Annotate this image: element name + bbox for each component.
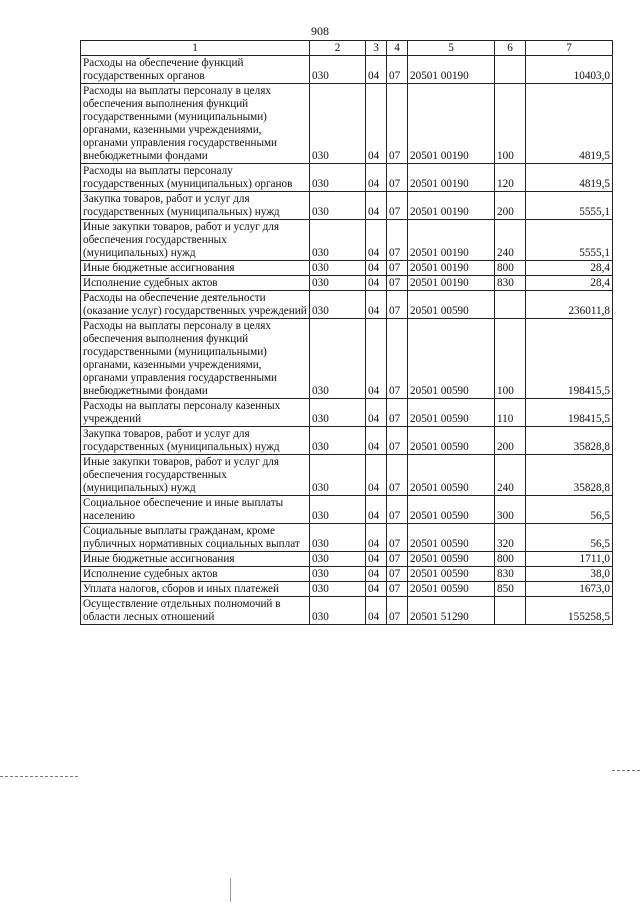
row-gr-cell: 030 (310, 164, 366, 192)
row-gr-cell: 030 (310, 276, 366, 291)
row-target-article-cell: 20501 00590 (408, 496, 495, 524)
row-subsection-cell: 07 (387, 567, 408, 582)
table-row (81, 567, 613, 582)
row-section-cell: 04 (366, 582, 387, 597)
header-cell: 7 (526, 41, 613, 56)
row-target-article-cell: 20501 00190 (408, 276, 495, 291)
row-target-article-cell: 20501 00590 (408, 319, 495, 399)
row-section-cell: 04 (366, 220, 387, 261)
row-section-cell: 04 (366, 427, 387, 455)
row-subsection-cell: 07 (387, 56, 408, 84)
table-row (81, 399, 613, 427)
budget-table (80, 40, 613, 625)
row-section-cell: 04 (366, 261, 387, 276)
row-name-cell: Социальное обеспечение и иные выплаты населению (81, 496, 310, 524)
row-target-article-cell: 20501 00590 (408, 291, 495, 319)
header-cell: 5 (408, 41, 495, 56)
row-subsection-cell: 07 (387, 276, 408, 291)
header-cell: 1 (81, 41, 310, 56)
row-name-cell: Закупка товаров, работ и услуг для государственных (муниципальных) нужд (81, 192, 310, 220)
row-gr-cell: 030 (310, 567, 366, 582)
row-gr-cell: 030 (310, 261, 366, 276)
row-gr-cell: 030 (310, 496, 366, 524)
row-expense-type-cell: 850 (495, 582, 526, 597)
row-target-article-cell: 20501 00590 (408, 552, 495, 567)
row-target-article-cell: 20501 00190 (408, 164, 495, 192)
row-amount-cell: 4819,5 (526, 84, 613, 164)
row-amount-cell: 198415,5 (526, 399, 613, 427)
header-cell: 3 (366, 41, 387, 56)
row-section-cell: 04 (366, 276, 387, 291)
row-expense-type-cell: 100 (495, 319, 526, 399)
row-target-article-cell: 20501 00590 (408, 455, 495, 496)
row-subsection-cell: 07 (387, 399, 408, 427)
row-subsection-cell: 07 (387, 84, 408, 164)
row-name-cell: Расходы на выплаты персоналу казенных учреждений (81, 399, 310, 427)
row-section-cell: 04 (366, 164, 387, 192)
row-gr-cell: 030 (310, 455, 366, 496)
table-row (81, 427, 613, 455)
row-section-cell: 04 (366, 496, 387, 524)
row-subsection-cell: 07 (387, 455, 408, 496)
row-section-cell: 04 (366, 319, 387, 399)
row-expense-type-cell: 120 (495, 164, 526, 192)
table-row (81, 524, 613, 552)
table-row (81, 319, 613, 399)
row-expense-type-cell: 110 (495, 399, 526, 427)
table-row (81, 455, 613, 496)
row-name-cell: Осуществление отдельных полномочий в области лесных отношений (81, 597, 310, 625)
scan-artifact-line (612, 770, 640, 772)
row-subsection-cell: 07 (387, 164, 408, 192)
table-row (81, 84, 613, 164)
row-gr-cell: 030 (310, 552, 366, 567)
row-expense-type-cell: 240 (495, 220, 526, 261)
row-name-cell: Иные закупки товаров, работ и услуг для обеспечения государственных (муниципальных) нужд (81, 455, 310, 496)
row-expense-type-cell: 100 (495, 84, 526, 164)
row-expense-type-cell: 240 (495, 455, 526, 496)
header-cell: 2 (310, 41, 366, 56)
row-amount-cell: 198415,5 (526, 319, 613, 399)
table-row (81, 552, 613, 567)
row-gr-cell: 030 (310, 56, 366, 84)
table-row (81, 597, 613, 625)
row-gr-cell: 030 (310, 427, 366, 455)
table-row (81, 582, 613, 597)
header-row (81, 41, 613, 56)
row-subsection-cell: 07 (387, 192, 408, 220)
row-expense-type-cell: 300 (495, 496, 526, 524)
row-subsection-cell: 07 (387, 319, 408, 399)
row-target-article-cell: 20501 00190 (408, 192, 495, 220)
table-row (81, 261, 613, 276)
row-gr-cell: 030 (310, 319, 366, 399)
row-amount-cell: 1711,0 (526, 552, 613, 567)
row-name-cell: Уплата налогов, сборов и иных платежей (81, 582, 310, 597)
row-section-cell: 04 (366, 455, 387, 496)
row-name-cell: Закупка товаров, работ и услуг для государственных (муниципальных) нужд (81, 427, 310, 455)
row-amount-cell: 10403,0 (526, 56, 613, 84)
row-subsection-cell: 07 (387, 261, 408, 276)
row-amount-cell: 56,5 (526, 524, 613, 552)
row-section-cell: 04 (366, 84, 387, 164)
row-subsection-cell: 07 (387, 496, 408, 524)
row-gr-cell: 030 (310, 399, 366, 427)
row-expense-type-cell: 800 (495, 261, 526, 276)
row-section-cell: 04 (366, 597, 387, 625)
table-row (81, 276, 613, 291)
row-section-cell: 04 (366, 56, 387, 84)
row-amount-cell: 38,0 (526, 567, 613, 582)
row-section-cell: 04 (366, 192, 387, 220)
row-amount-cell: 1673,0 (526, 582, 613, 597)
row-amount-cell: 35828,8 (526, 455, 613, 496)
row-amount-cell: 28,4 (526, 276, 613, 291)
header-cell: 6 (495, 41, 526, 56)
row-amount-cell: 5555,1 (526, 192, 613, 220)
row-amount-cell: 5555,1 (526, 220, 613, 261)
row-gr-cell: 030 (310, 524, 366, 552)
table-row (81, 496, 613, 524)
table-row (81, 220, 613, 261)
row-gr-cell: 030 (310, 192, 366, 220)
row-section-cell: 04 (366, 399, 387, 427)
row-subsection-cell: 07 (387, 291, 408, 319)
row-amount-cell: 4819,5 (526, 164, 613, 192)
row-gr-cell: 030 (310, 291, 366, 319)
row-name-cell: Иные бюджетные ассигнования (81, 261, 310, 276)
row-amount-cell: 56,5 (526, 496, 613, 524)
table-row (81, 192, 613, 220)
row-name-cell: Иные закупки товаров, работ и услуг для обеспечения государственных (муниципальных) нужд (81, 220, 310, 261)
row-expense-type-cell: 200 (495, 427, 526, 455)
table-row (81, 291, 613, 319)
row-target-article-cell: 20501 00590 (408, 567, 495, 582)
row-expense-type-cell: 830 (495, 276, 526, 291)
row-expense-type-cell (495, 597, 526, 625)
row-name-cell: Расходы на обеспечение деятельности (оказание услуг) государственных учреждений (81, 291, 310, 319)
row-section-cell: 04 (366, 291, 387, 319)
row-expense-type-cell: 320 (495, 524, 526, 552)
row-name-cell: Социальные выплаты гражданам, кроме публичных нормативных социальных выплат (81, 524, 310, 552)
row-target-article-cell: 20501 00190 (408, 56, 495, 84)
row-name-cell: Расходы на выплаты персоналу государственных (муниципальных) органов (81, 164, 310, 192)
row-subsection-cell: 07 (387, 597, 408, 625)
row-name-cell: Исполнение судебных актов (81, 567, 310, 582)
scan-artifact-line (230, 878, 231, 902)
row-expense-type-cell (495, 56, 526, 84)
row-target-article-cell: 20501 00590 (408, 582, 495, 597)
row-target-article-cell: 20501 00590 (408, 399, 495, 427)
row-target-article-cell: 20501 00190 (408, 220, 495, 261)
table-body (81, 56, 613, 625)
row-target-article-cell: 20501 51290 (408, 597, 495, 625)
row-subsection-cell: 07 (387, 427, 408, 455)
row-expense-type-cell: 830 (495, 567, 526, 582)
table-row (81, 56, 613, 84)
row-expense-type-cell: 800 (495, 552, 526, 567)
row-amount-cell: 28,4 (526, 261, 613, 276)
row-name-cell: Исполнение судебных актов (81, 276, 310, 291)
row-amount-cell: 236011,8 (526, 291, 613, 319)
row-name-cell: Иные бюджетные ассигнования (81, 552, 310, 567)
row-gr-cell: 030 (310, 582, 366, 597)
row-expense-type-cell: 200 (495, 192, 526, 220)
row-section-cell: 04 (366, 552, 387, 567)
row-target-article-cell: 20501 00590 (408, 427, 495, 455)
row-subsection-cell: 07 (387, 552, 408, 567)
row-target-article-cell: 20501 00190 (408, 261, 495, 276)
row-gr-cell: 030 (310, 84, 366, 164)
row-amount-cell: 35828,8 (526, 427, 613, 455)
row-gr-cell: 030 (310, 597, 366, 625)
row-target-article-cell: 20501 00190 (408, 84, 495, 164)
row-target-article-cell: 20501 00590 (408, 524, 495, 552)
row-name-cell: Расходы на обеспечение функций государственных органов (81, 56, 310, 84)
row-subsection-cell: 07 (387, 524, 408, 552)
row-name-cell: Расходы на выплаты персоналу в целях обеспечения выполнения функций государственными (муниципальными) органами, казенными учреждениями, органами управления государственными внебюджетными фондами (81, 84, 310, 164)
page-number: 908 (311, 24, 329, 38)
row-name-cell: Расходы на выплаты персоналу в целях обеспечения выполнения функций государственными (муниципальными) органами, казенными учреждениями, органами управления государственными внебюджетными фондами (81, 319, 310, 399)
row-subsection-cell: 07 (387, 220, 408, 261)
scan-artifact-line (0, 776, 78, 778)
row-amount-cell: 155258,5 (526, 597, 613, 625)
row-expense-type-cell (495, 291, 526, 319)
table-row (81, 164, 613, 192)
row-gr-cell: 030 (310, 220, 366, 261)
row-subsection-cell: 07 (387, 582, 408, 597)
row-section-cell: 04 (366, 524, 387, 552)
header-cell: 4 (387, 41, 408, 56)
row-section-cell: 04 (366, 567, 387, 582)
